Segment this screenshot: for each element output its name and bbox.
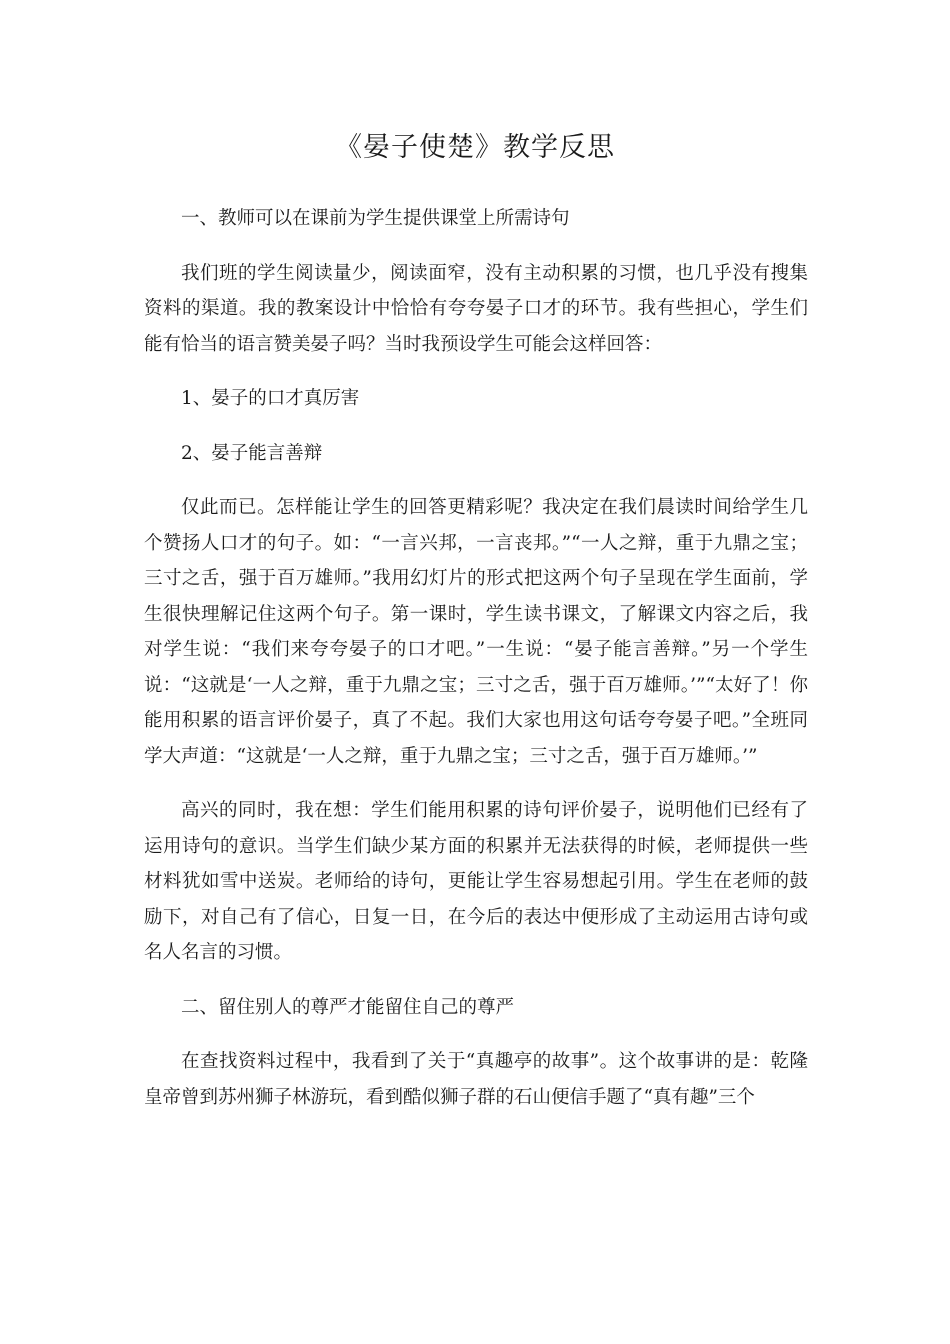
paragraph-1: 我们班的学生阅读量少，阅读面窄，没有主动积累的习惯，也几乎没有搜集资料的渠道。我的教案设计中恰恰有夸夸晏子口才的环节。我有些担心，学生们能有恰当的语言赞美晏子吗？当时我预设学生可能会这样回答：: [144, 262, 808, 355]
paragraph-4: 在查找资料过程中，我看到了关于“真趣亭的故事”。这个故事讲的是：乾隆皇帝曾到苏州狮子林游玩，看到酷似狮子群的石山便信手题了“真有趣”三个: [144, 1051, 808, 1108]
section-heading-2: 二、留住别人的尊严才能留住自己的尊严: [181, 996, 515, 1018]
list-item-2: 2、晏子能言善辩: [181, 442, 323, 464]
list-item-1: 1、晏子的口才真厉害: [181, 388, 360, 409]
document-body: [144, 201, 808, 1115]
paragraph-3: 高兴的同时，我在想：学生们能用积累的诗句评价晏子，说明他们已经有了运用诗句的意识。当学生们缺少某方面的积累并无法获得的时候，老师提供一些材料犹如雪中送炭。老师给的诗句，更能让学生容易想起引用。学生在老师的鼓励下，对自己有了信心，日复一日，在今后的表达中便形成了主动运用古诗句或名人名言的习惯。: [144, 800, 808, 963]
paragraph-2: 仅此而已。怎样能让学生的回答更精彩呢？我决定在我们晨读时间给学生几个赞扬人口才的句子。如：“一言兴邦，一言丧邦。”“一人之辩，重于九鼎之宝；三寸之舌，强于百万雄师。”我用幻灯片的形式把这两个句子呈现在学生面前，学生很快理解记住这两个句子。第一课时，学生读书课文，了解课文内容之后，我对学生说：“我们来夸夸晏子的口才吧。”一生说：“晏子能言善辩。”另一个学生说：“这就是‘一人之辩，重于九鼎之宝；三寸之舌，强于百万雄师。’”“太好了！你能用积累的语言评价晏子，真了不起。我们大家也用这句话夸夸晏子吧。”全班同学大声道：“这就是‘一人之辩，重于九鼎之宝；三寸之舌，强于百万雄师。’”: [144, 497, 808, 767]
section-heading-1: 一、教师可以在课前为学生提供课堂上所需诗句: [181, 208, 570, 229]
document-title: 《晏子使楚》教学反思: [335, 132, 615, 163]
